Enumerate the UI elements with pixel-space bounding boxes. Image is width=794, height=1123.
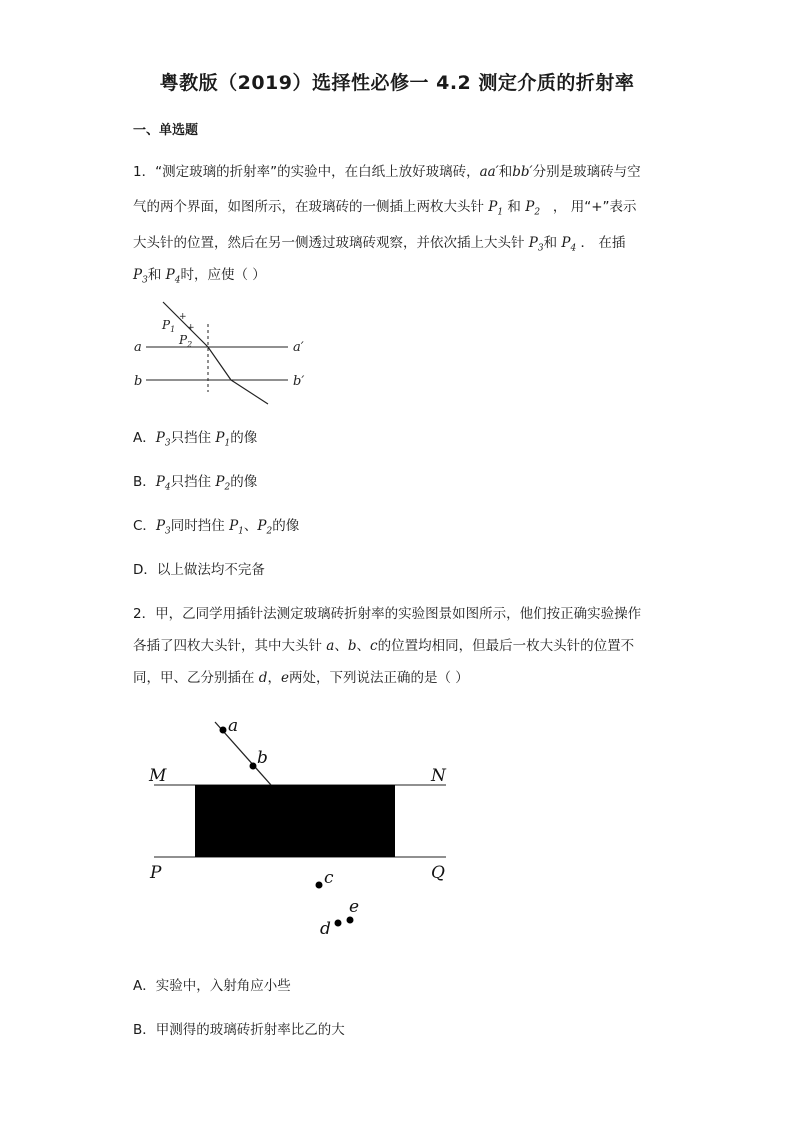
pin-p2: $P_2$ — [525, 199, 541, 218]
pin-d: d — [258, 670, 268, 686]
q1-figure-refraction — [128, 296, 328, 408]
pin-b: b — [347, 638, 357, 654]
q1-text: 分别是玻璃砖与空 — [532, 164, 641, 180]
pin-p4: $P_4$ — [155, 474, 171, 493]
label-c: c — [324, 868, 334, 888]
pin-p4: $P_4$ — [561, 235, 577, 254]
label-b: b — [257, 748, 268, 768]
q2-figure-glass-block — [140, 710, 460, 940]
label-n: N — [431, 766, 446, 786]
q1-text: 时，应使（ ） — [180, 267, 266, 283]
q1-aa-symbol: aa′ — [479, 164, 499, 180]
q1-text: 和 — [498, 164, 513, 180]
label-b: b — [134, 374, 143, 389]
section-heading: 一、单选题 — [133, 123, 199, 138]
q1-option-d[interactable]: D．以上做法均不完备 — [133, 562, 265, 578]
pin-c: c — [370, 638, 378, 654]
pin-marker-p2: + — [187, 323, 195, 333]
pin-p1: $P_1$ — [488, 199, 504, 218]
q1-option-a[interactable]: A．$P_3$只挡住 $P_1$的像 — [133, 430, 258, 449]
pin-marker-p1: + — [179, 312, 187, 322]
q1-text: 气的两个界面，如图所示，在玻璃砖的一侧插上两枚大头针 — [133, 199, 489, 215]
pin-e-dot — [347, 917, 354, 924]
label-a-prime: a′ — [293, 340, 304, 355]
pin-p3: $P_3$ — [155, 430, 171, 449]
q1-text: 和 — [543, 235, 562, 251]
q2-option-a[interactable]: A．实验中，入射角应小些 — [133, 978, 291, 994]
q1-line-2 — [133, 195, 637, 218]
glass-block — [195, 785, 395, 857]
q1-line-3 — [133, 231, 625, 254]
label-e: e — [349, 897, 360, 917]
pin-p4: $P_4$ — [165, 267, 181, 286]
page-title: 粤教版（2019）选择性必修一 4.2 测定介质的折射率 — [159, 72, 635, 94]
q1-option-b[interactable]: B．$P_4$只挡住 $P_2$的像 — [133, 474, 258, 493]
q1-text: 和 — [507, 199, 526, 215]
pin-e: e — [280, 670, 289, 686]
label-p2: $P_2$ — [179, 333, 193, 349]
pin-c-dot — [316, 882, 323, 889]
q1-option-c[interactable]: C．$P_3$同时挡住 $P_1$、$P_2$的像 — [133, 518, 300, 537]
q1-text: 和 — [147, 267, 166, 283]
pin-b-dot — [250, 763, 257, 770]
q2-line-3: 同，甲、乙分别插在 d，e两处，下列说法正确的是（ ） — [133, 670, 469, 686]
label-p1: $P_1$ — [162, 318, 176, 334]
q1-bb-symbol: bb′ — [512, 164, 533, 180]
q2-line-2: 各插了四枚大头针，其中大头针 a、b、c的位置均相同，但最后一枚大头针的位置不 — [133, 638, 635, 654]
q1-line-1 — [133, 160, 641, 180]
pin-p1: $P_1$ — [215, 430, 231, 449]
pin-p3: $P_3$ — [133, 267, 148, 286]
pin-p2: $P_2$ — [215, 474, 231, 493]
q1-text: 1．“测定玻璃的折射率”的实验中，在白纸上放好玻璃砖， — [133, 164, 480, 180]
label-m: M — [149, 766, 167, 786]
pin-p2: $P_2$ — [257, 518, 273, 537]
label-q: Q — [431, 863, 445, 883]
q2-option-b[interactable]: B．甲测得的玻璃砖折射率比乙的大 — [133, 1022, 345, 1038]
pin-p3: $P_3$ — [528, 235, 544, 254]
label-a: a — [134, 340, 142, 355]
label-a: a — [228, 716, 239, 736]
label-p: P — [150, 863, 162, 883]
q1-line-4 — [133, 263, 266, 286]
label-d: d — [320, 919, 331, 939]
pin-p3: $P_3$ — [155, 518, 171, 537]
q1-text: ． 在插 — [580, 235, 626, 251]
pin-d-dot — [335, 920, 342, 927]
label-b-prime: b′ — [293, 374, 305, 389]
pin-a: a — [326, 638, 335, 654]
pin-a-dot — [220, 727, 227, 734]
q1-text: ， 用“+”表示 — [552, 199, 637, 215]
q1-text: 大头针的位置，然后在另一侧透过玻璃砖观察，并依次插上大头针 — [133, 235, 529, 251]
q2-line-1: 2．甲，乙同学用插针法测定玻璃砖折射率的实验图景如图所示，他们按正确实验操作 — [133, 606, 642, 622]
pin-p1: $P_1$ — [229, 518, 244, 537]
